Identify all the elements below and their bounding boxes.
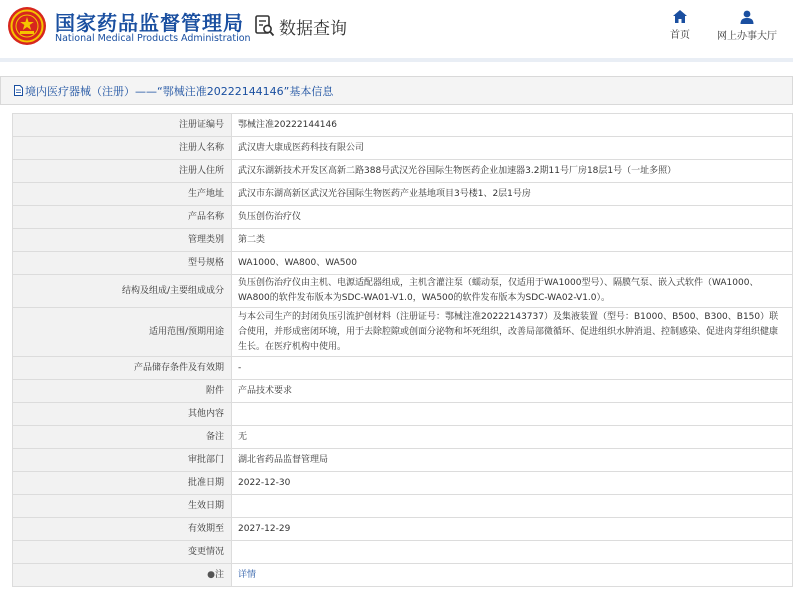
field-label: 其他内容 — [13, 403, 232, 426]
nav-service-hall[interactable] — [716, 10, 778, 42]
field-value: 负压创伤治疗仪由主机、电源适配器组成，主机含灌注泵（蠕动泵，仅适用于WA1000型号）、隔膜气泵、嵌入式软件（WA1000、WA800的软件发布版本为SDC-WA01-V1.0，WA500的软件发布版本为SDC-WA02-V1.0）。 — [232, 275, 793, 308]
field-value: 产品技术要求 — [232, 380, 793, 403]
table-row — [13, 114, 793, 137]
field-value — [232, 541, 793, 564]
field-label: 产品储存条件及有效期 — [13, 357, 232, 380]
field-label: 生效日期 — [13, 495, 232, 518]
table-row — [13, 541, 793, 564]
field-label: 审批部门 — [13, 449, 232, 472]
field-value: 鄂械注准20222144146 — [232, 114, 793, 137]
panel-title: 境内医疗器械（注册）——“鄂械注准20222144146”基本信息 — [25, 85, 334, 98]
field-label: 注 — [214, 569, 224, 580]
field-value: 2027-12-29 — [232, 518, 793, 541]
note-value-cell — [232, 564, 793, 587]
table-row — [13, 183, 793, 206]
field-value — [232, 403, 793, 426]
nav-home-label: 首页 — [670, 30, 690, 41]
field-value: 无 — [232, 426, 793, 449]
home-icon — [673, 10, 687, 23]
table-row — [13, 252, 793, 275]
table-row — [13, 357, 793, 380]
field-label: 有效期至 — [13, 518, 232, 541]
national-emblem-icon — [7, 6, 47, 46]
user-icon — [740, 10, 754, 24]
field-label: 生产地址 — [13, 183, 232, 206]
table-row — [13, 472, 793, 495]
table-row — [13, 137, 793, 160]
field-label: 批准日期 — [13, 472, 232, 495]
field-label: 变更情况 — [13, 541, 232, 564]
details-link[interactable]: 详情 — [238, 569, 257, 580]
table-row — [13, 160, 793, 183]
table-row — [13, 403, 793, 426]
field-value: 湖北省药品监督管理局 — [232, 449, 793, 472]
nav-service-hall-label: 网上办事大厅 — [717, 31, 777, 42]
site-title: 国家药品监督管理局 — [55, 11, 244, 35]
field-label: 注册人名称 — [13, 137, 232, 160]
field-value — [232, 495, 793, 518]
nav-home[interactable] — [664, 10, 696, 41]
panel-title-bar — [0, 76, 793, 105]
detail-panel — [0, 76, 793, 597]
table-row — [13, 380, 793, 403]
pin-icon: ● — [207, 569, 215, 580]
field-value: 与本公司生产的封闭负压引流护创材料（注册证号：鄂械注准20222143737）及集液装置（型号：B1000、B500、B300、B150）联合使用，并形成密闭环境，用于去除腔隙或创面分泌物和坏死组织，改善局部微循环、促进组织水肿消退、控制感染、促进肉芽组织健康生长。在医疗机构中使用。 — [232, 308, 793, 357]
field-value: 武汉唐大康成医药科技有限公司 — [232, 137, 793, 160]
search-document-icon — [255, 15, 275, 37]
field-value: 武汉东湖新技术开发区高新二路388号武汉光谷国际生物医药企业加速器3.2期11号厂房18层1号（一址多照） — [232, 160, 793, 183]
table-row — [13, 495, 793, 518]
site-header — [0, 0, 793, 58]
note-label-cell — [13, 564, 232, 587]
table-row — [13, 564, 793, 587]
data-query-label: 数据查询 — [279, 19, 347, 39]
table-row — [13, 206, 793, 229]
field-value: 2022-12-30 — [232, 472, 793, 495]
table-row — [13, 229, 793, 252]
table-row — [13, 308, 793, 357]
field-label: 产品名称 — [13, 206, 232, 229]
site-subtitle: National Medical Products Administration — [55, 33, 251, 44]
field-value: 第二类 — [232, 229, 793, 252]
table-row — [13, 449, 793, 472]
field-label: 管理类别 — [13, 229, 232, 252]
table-row — [13, 426, 793, 449]
registration-info-table — [12, 113, 793, 587]
table-row — [13, 518, 793, 541]
field-label: 适用范围/预期用途 — [13, 308, 232, 357]
field-label: 结构及组成/主要组成成分 — [13, 275, 232, 308]
field-value: 负压创伤治疗仪 — [232, 206, 793, 229]
field-label: 附件 — [13, 380, 232, 403]
header-divider — [0, 58, 793, 62]
field-label: 注册人住所 — [13, 160, 232, 183]
field-value: - — [232, 357, 793, 380]
field-value: WA1000、WA800、WA500 — [232, 252, 793, 275]
field-label: 注册证编号 — [13, 114, 232, 137]
document-icon — [14, 85, 23, 96]
field-value: 武汉市东湖高新区武汉光谷国际生物医药产业基地项目3号楼1、2层1号房 — [232, 183, 793, 206]
field-label: 型号规格 — [13, 252, 232, 275]
table-row — [13, 275, 793, 308]
field-label: 备注 — [13, 426, 232, 449]
